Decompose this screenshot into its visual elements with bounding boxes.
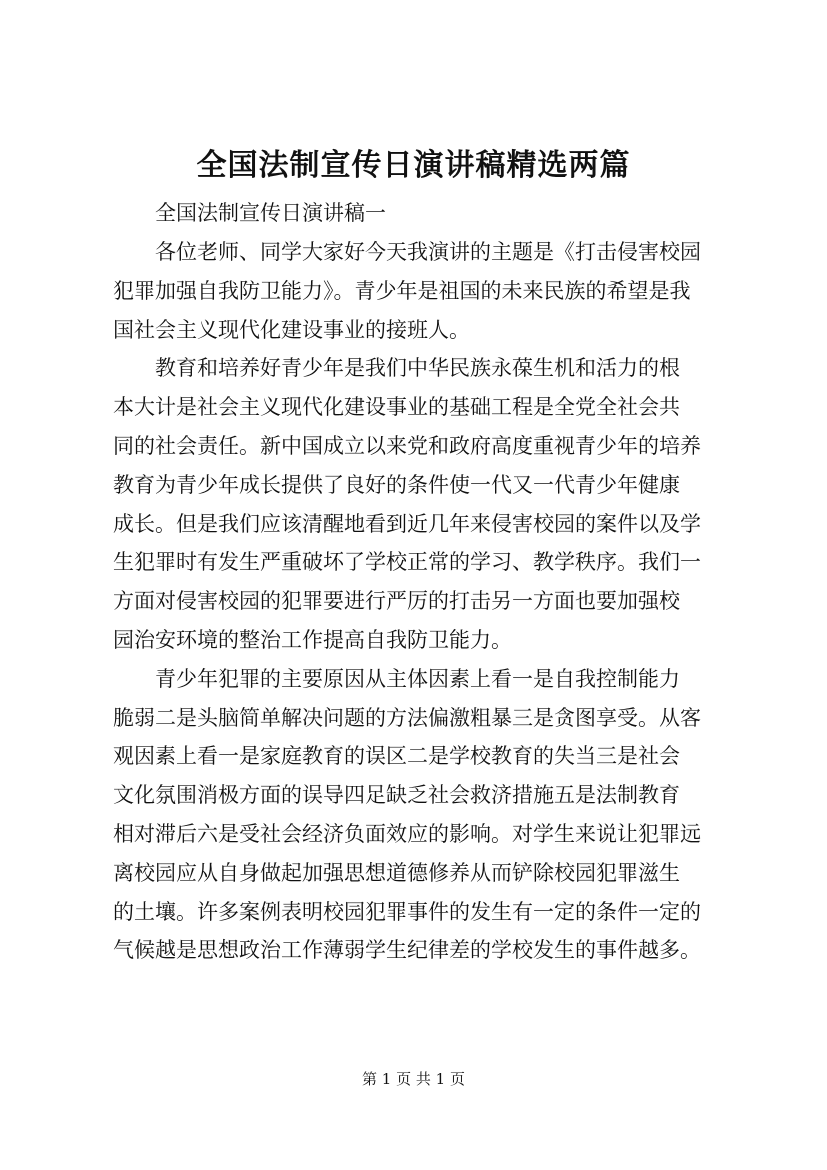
body-line: 园治安环境的整治工作提高自我防卫能力。 bbox=[113, 628, 512, 652]
body-line: 成长。但是我们应该清醒地看到近几年来侵害校园的案件以及学 bbox=[113, 511, 701, 536]
body-line: 教育和培养好青少年是我们中华民族永葆生机和活力的根 bbox=[155, 356, 680, 381]
body-line: 同的社会责任。新中国成立以来党和政府高度重视青少年的培养 bbox=[113, 434, 701, 458]
body-line: 教育为青少年成长提供了良好的条件使一代又一代青少年健康 bbox=[113, 472, 680, 497]
body-line: 青少年犯罪的主要原因从主体因素上看一是自我控制能力 bbox=[155, 666, 680, 691]
body-line: 生犯罪时有发生严重破坏了学校正常的学习、教学秩序。我们一 bbox=[113, 550, 701, 575]
body-line: 的土壤。许多案例表明校园犯罪事件的发生有一定的条件一定的 bbox=[113, 899, 701, 924]
body-line: 犯罪加强自我防卫能力》。青少年是祖国的未来民族的希望是我 bbox=[113, 278, 691, 303]
body-line: 国社会主义现代化建设事业的接班人。 bbox=[113, 317, 470, 342]
body-line: 文化氛围消极方面的误导四足缺乏社会救济措施五是法制教育 bbox=[113, 783, 680, 808]
body-line: 气候越是思想政治工作薄弱学生纪律差的学校发生的事件越多。 bbox=[113, 938, 701, 963]
page-number: 第 1 页 共 1 页 bbox=[362, 1070, 465, 1088]
body-line: 脆弱二是头脑简单解决问题的方法偏激粗暴三是贪图享受。从客 bbox=[113, 705, 701, 730]
section-heading: 全国法制宣传日演讲稿一 bbox=[155, 201, 386, 225]
body-line: 各位老师、同学大家好今天我演讲的主题是《打击侵害校园 bbox=[155, 240, 701, 264]
body-line: 相对滞后六是受社会经济负面效应的影响。对学生来说让犯罪远 bbox=[113, 822, 701, 846]
body-line: 本大计是社会主义现代化建设事业的基础工程是全党全社会共 bbox=[113, 395, 680, 420]
document-title: 全国法制宣传日演讲稿精选两篇 bbox=[196, 148, 631, 183]
body-line: 离校园应从自身做起加强思想道德修养从而铲除校园犯罪滋生 bbox=[113, 860, 680, 885]
body-line: 观因素上看一是家庭教育的误区二是学校教育的失当三是社会 bbox=[113, 744, 680, 769]
body-line: 方面对侵害校园的犯罪要进行严厉的打击另一方面也要加强校 bbox=[113, 589, 680, 614]
